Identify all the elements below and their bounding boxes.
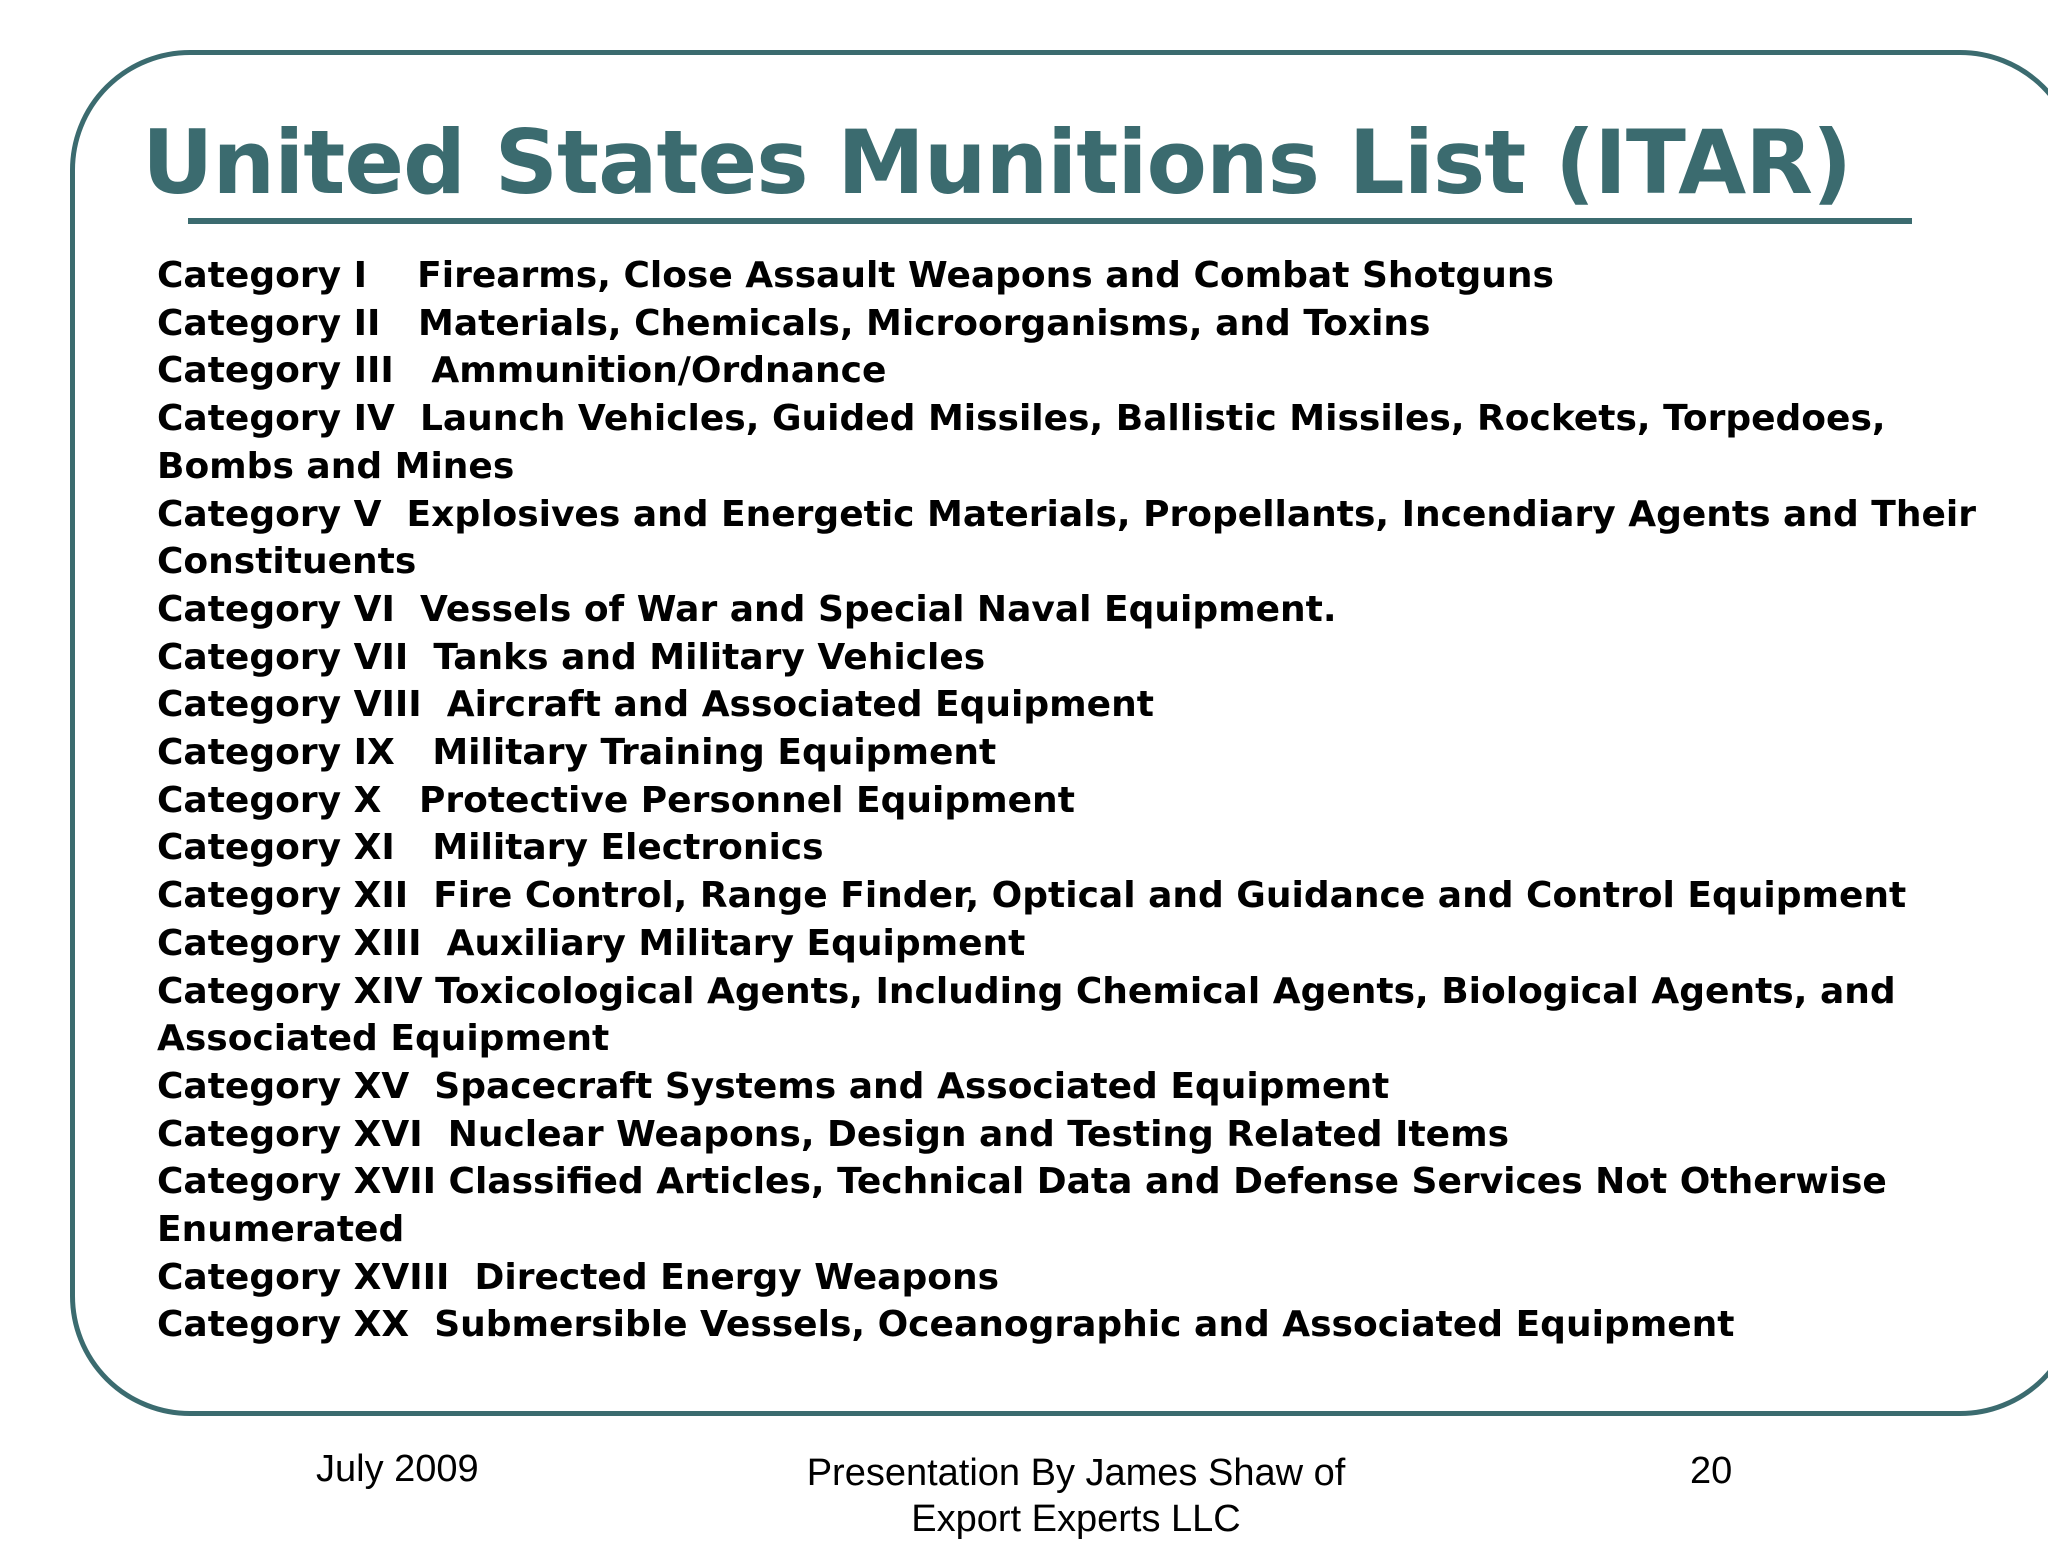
footer-page-number: 20: [1690, 1450, 1733, 1492]
category-description: Submersible Vessels, Oceanographic and Associated Equipment: [434, 1304, 1735, 1346]
category-label: Category IV: [157, 398, 395, 440]
category-gap: [409, 1304, 434, 1345]
category-label: Category XIV: [157, 970, 423, 1012]
category-label: Category XVI: [157, 1113, 423, 1155]
category-item: [157, 634, 2017, 682]
category-description: Launch Vehicles, Guided Missiles, Ballistic Missiles, Rockets, Torpedoes, Bombs and Mines: [157, 398, 1886, 487]
category-label: Category XVII: [157, 1161, 436, 1203]
category-item: [157, 1301, 2017, 1349]
category-item: [157, 824, 2017, 872]
category-description: Military Electronics: [432, 827, 824, 869]
category-item: [157, 395, 2017, 490]
category-gap: [422, 684, 447, 725]
category-gap: [381, 494, 406, 535]
category-description: Firearms, Close Assault Weapons and Combat Shotguns: [417, 255, 1554, 296]
category-item: [157, 252, 2017, 300]
category-gap: [422, 923, 447, 964]
category-description: Ammunition/Ordnance: [431, 350, 887, 392]
category-gap: [395, 589, 420, 630]
category-label: Category III: [157, 350, 394, 392]
category-gap: [395, 732, 433, 773]
category-item: [157, 586, 2017, 634]
category-label: Category XII: [157, 875, 409, 917]
category-item: [157, 491, 2017, 586]
category-label: Category II: [157, 302, 381, 344]
category-description: Tanks and Military Vehicles: [433, 636, 986, 678]
category-label: Category V: [157, 493, 382, 535]
category-item: [157, 729, 2017, 777]
category-gap: [395, 827, 433, 868]
category-description: Materials, Chemicals, Microorganisms, and Toxins: [418, 302, 1431, 344]
category-description: Auxiliary Military Equipment: [446, 922, 1026, 964]
category-item: [157, 1111, 2017, 1159]
category-item: [157, 300, 2017, 348]
category-item: [157, 1158, 2017, 1253]
category-label: Category X: [157, 779, 382, 821]
category-gap: [409, 1066, 434, 1107]
category-description: Vessels of War and Special Naval Equipment.: [419, 588, 1337, 630]
category-label: Category VIII: [157, 684, 422, 726]
category-description: Directed Energy Weapons: [474, 1256, 999, 1298]
category-gap: [367, 255, 417, 296]
category-gap: [408, 637, 433, 678]
footer-date: July 2009: [316, 1448, 479, 1490]
category-gap: [449, 1257, 474, 1298]
category-list: [157, 252, 2017, 1349]
category-item: [157, 347, 2017, 395]
category-label: Category VI: [157, 588, 395, 630]
category-gap: [394, 350, 432, 391]
category-item: [157, 968, 2017, 1063]
category-description: Nuclear Weapons, Design and Testing Related Items: [447, 1113, 1510, 1155]
category-item: [157, 872, 2017, 920]
slide-title: United States Munitions List (ITAR): [142, 111, 1852, 214]
category-gap: [423, 1114, 448, 1155]
category-label: Category IX: [157, 732, 395, 774]
category-label: Category XI: [157, 827, 395, 869]
category-gap: [380, 303, 418, 344]
category-gap: [395, 398, 420, 439]
category-description: Military Training Equipment: [432, 732, 997, 774]
category-description: Classified Articles, Technical Data and Defense Services Not Otherwise Enumerated: [157, 1161, 1887, 1251]
category-description: Fire Control, Range Finder, Optical and Guidance and Control Equipment: [433, 875, 1907, 917]
footer-presenter: Presentation By James Shaw of Export Experts LLC: [806, 1452, 1346, 1540]
category-description: Spacecraft Systems and Associated Equipment: [434, 1065, 1390, 1107]
category-item: [157, 1063, 2017, 1111]
category-gap: [423, 971, 436, 1012]
category-label: Category XX: [157, 1304, 410, 1346]
category-label: Category VII: [157, 636, 409, 678]
category-label: Category XV: [157, 1065, 410, 1107]
category-item: [157, 1254, 2017, 1302]
category-label: Category XVIII: [157, 1256, 450, 1298]
category-description: Protective Personnel Equipment: [418, 779, 1075, 821]
category-description: Toxicological Agents, Including Chemical Agents, Biological Agents, and Associated Equipment: [157, 970, 1896, 1060]
title-underline: [188, 218, 1912, 224]
category-item: [157, 681, 2017, 729]
category-gap: [408, 875, 433, 916]
category-gap: [436, 1161, 449, 1202]
category-item: [157, 920, 2017, 968]
category-label: Category XIII: [157, 922, 422, 964]
category-description: Aircraft and Associated Equipment: [446, 684, 1154, 726]
category-item: [157, 777, 2017, 825]
category-label: Category I: [157, 255, 367, 296]
category-description: Explosives and Energetic Materials, Propellants, Incendiary Agents and Their Constituents: [157, 493, 1976, 583]
category-gap: [381, 780, 419, 821]
